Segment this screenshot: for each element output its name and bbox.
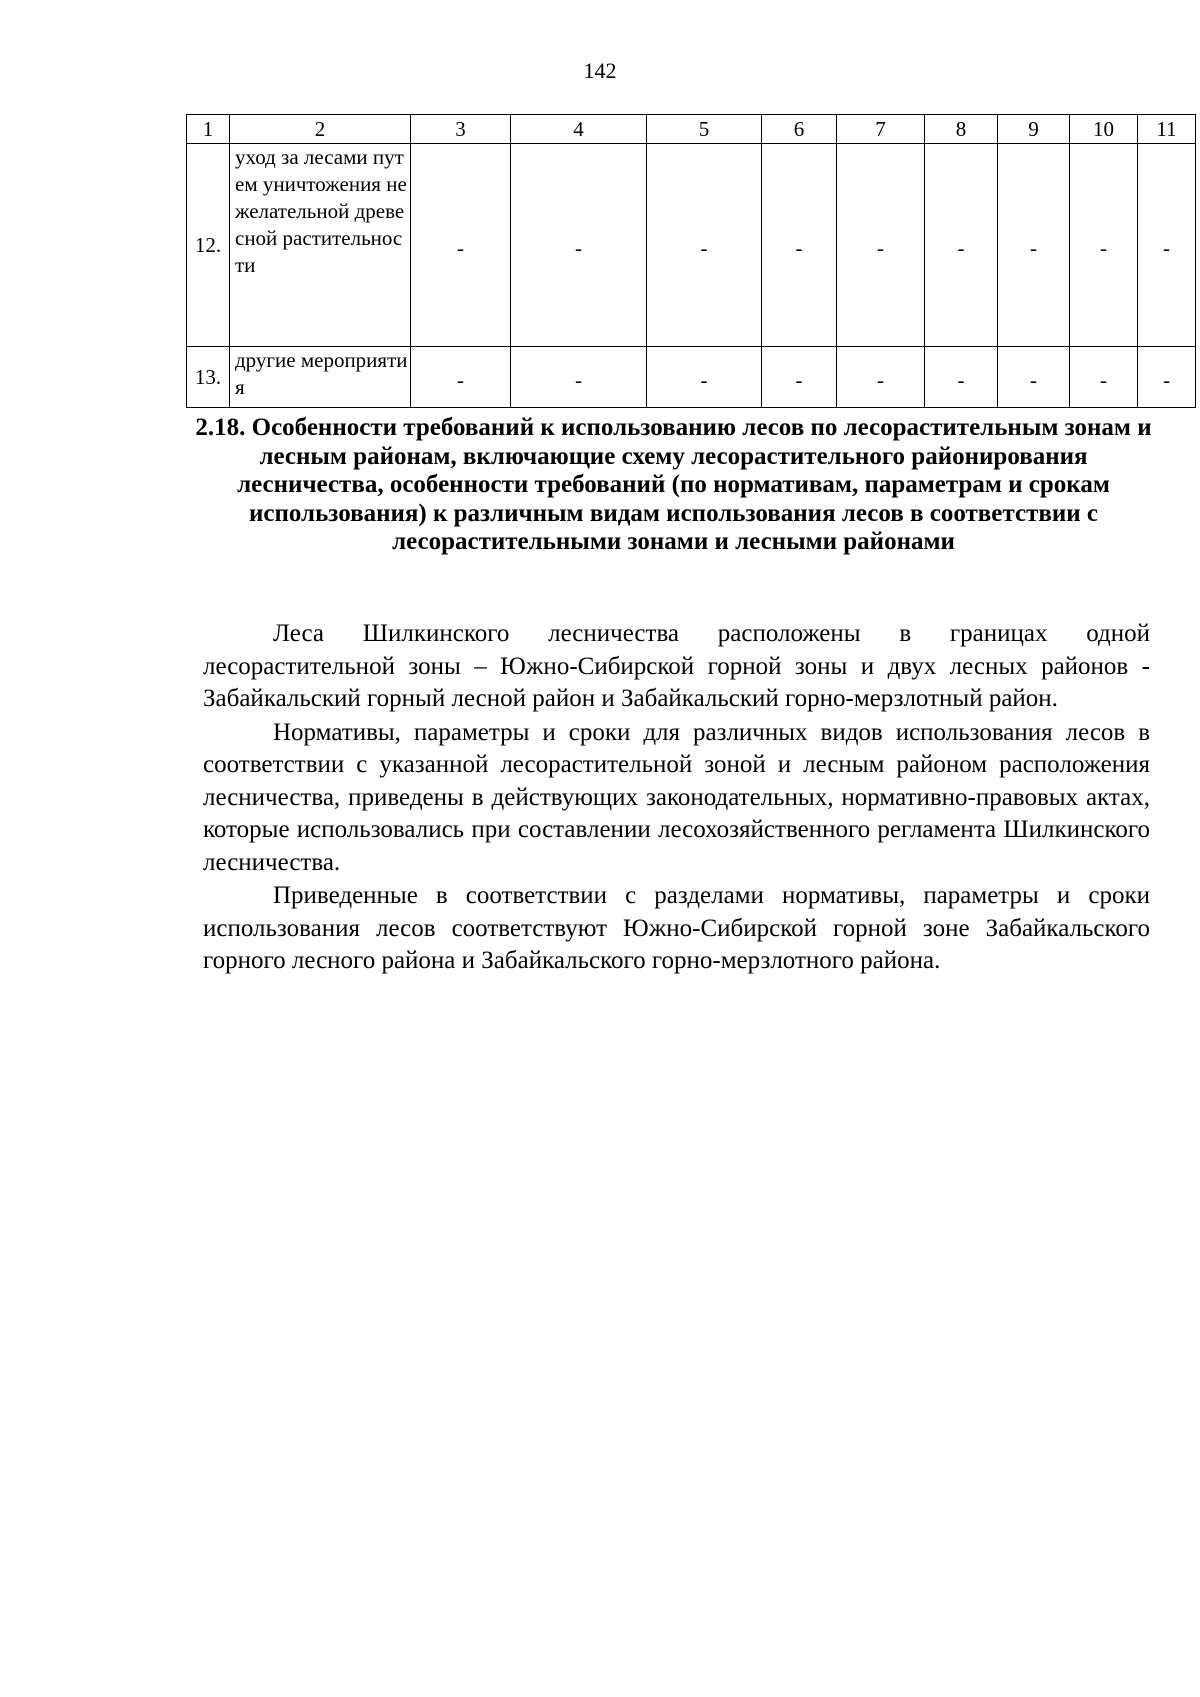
row-name: другие мероприятия bbox=[230, 347, 411, 408]
table-cell: - bbox=[1070, 347, 1138, 408]
header-cell: 11 bbox=[1138, 115, 1196, 144]
header-cell: 4 bbox=[511, 115, 647, 144]
row-number: 12. bbox=[187, 144, 230, 347]
table-cell: - bbox=[998, 144, 1070, 347]
header-cell: 6 bbox=[762, 115, 837, 144]
header-cell: 9 bbox=[998, 115, 1070, 144]
table-row bbox=[187, 347, 1196, 408]
table-cell: - bbox=[411, 347, 511, 408]
table-cell: - bbox=[511, 347, 647, 408]
table-cell: - bbox=[925, 144, 998, 347]
table-cell: - bbox=[1138, 144, 1196, 347]
paragraph: Приведенные в соответствии с разделами нормативы, параметры и сроки использования лесов соответствуют Южно-Сибирской горной зоне Забайкальского горного лесного района и Забайкальского горно-мерзлотного района. bbox=[203, 882, 1150, 974]
table-cell: - bbox=[1138, 347, 1196, 408]
table-cell: - bbox=[837, 144, 925, 347]
table-cell: - bbox=[647, 347, 762, 408]
table-cell: - bbox=[837, 347, 925, 408]
table-cell: - bbox=[925, 347, 998, 408]
header-cell: 2 bbox=[230, 115, 411, 144]
table-cell: - bbox=[762, 144, 837, 347]
page-number: 142 bbox=[583, 58, 617, 83]
table-cell: - bbox=[511, 144, 647, 347]
section-body bbox=[203, 618, 1150, 979]
section-heading: 2.18. Особенности требований к использованию лесов по лесорастительным зонам и лесным районам, включающие схему лесорастительного районирования лесничества, особенности требований (по нормативам, параметрам и срокам использования) к различным видам использования лесов в соответствии с лесорастительными зонами и лесными районами bbox=[195, 414, 1152, 555]
header-cell: 1 bbox=[187, 115, 230, 144]
row-number: 13. bbox=[187, 347, 230, 408]
table-cell: - bbox=[998, 347, 1070, 408]
header-cell: 8 bbox=[925, 115, 998, 144]
table-cell: - bbox=[647, 144, 762, 347]
header-cell: 5 bbox=[647, 115, 762, 144]
header-cell: 7 bbox=[837, 115, 925, 144]
table-cell: - bbox=[411, 144, 511, 347]
table-header-row bbox=[187, 115, 1196, 144]
header-cell: 3 bbox=[411, 115, 511, 144]
forest-measures-table bbox=[186, 114, 1196, 408]
table-cell: - bbox=[1070, 144, 1138, 347]
paragraph: Леса Шилкинского лесничества расположены в границах одной лесорастительной зоны – Южно-Сибирской горной зоны и двух лесных районов - Забайкальский горный лесной район и Забайкальский горно-мерзлотный район. bbox=[203, 620, 1150, 712]
paragraph: Нормативы, параметры и сроки для различных видов использования лесов в соответствии с указанной лесорастительной зоной и лесным районом расположения лесничества, приведены в действующих законодательных, нормативно-правовых актах, которые использовались при составлении лесохозяйственного регламента Шилкинского лесничества. bbox=[203, 718, 1150, 876]
row-name: уход за лесами путем уничтожения нежелательной древесной растительности bbox=[230, 144, 411, 347]
table-row bbox=[187, 144, 1196, 347]
header-cell: 10 bbox=[1070, 115, 1138, 144]
table-cell: - bbox=[762, 347, 837, 408]
